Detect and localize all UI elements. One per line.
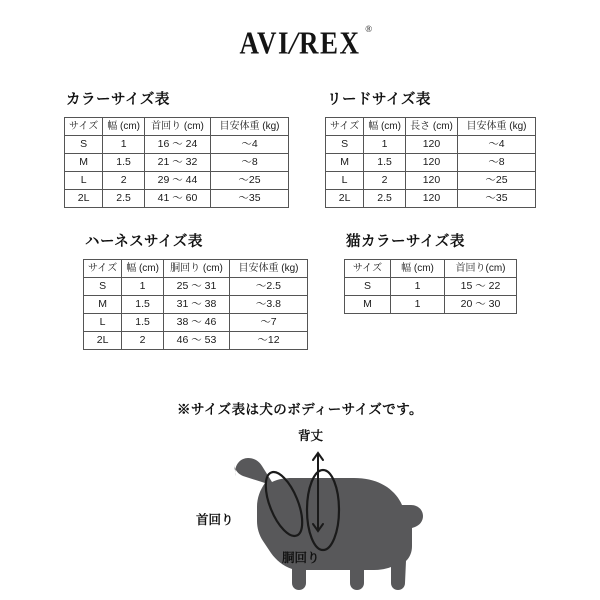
brand-header — [0, 0, 600, 62]
cell-size: L — [326, 172, 364, 190]
th-weight: 目安体重 (kg) — [229, 260, 307, 278]
th-width: 幅 (cm) — [364, 118, 406, 136]
cell-neck: 41 〜 60 — [145, 190, 211, 208]
brand-name-part1: AVI — [239, 25, 290, 61]
lead-size-table — [325, 117, 536, 208]
table-row — [84, 332, 308, 350]
table-row — [84, 278, 308, 296]
th-length: 長さ (cm) — [405, 118, 457, 136]
th-weight: 目安体重 (kg) — [211, 118, 289, 136]
cell-weight: 〜2.5 — [229, 278, 307, 296]
lead-size-table-title: リードサイズ表 — [327, 92, 431, 108]
cell-chest: 31 〜 38 — [163, 296, 229, 314]
th-neck: 首回り (cm) — [145, 118, 211, 136]
cell-neck: 29 〜 44 — [145, 172, 211, 190]
tables-row-bottom — [0, 230, 600, 350]
table-row — [65, 172, 289, 190]
harness-size-table-block — [83, 230, 308, 350]
cell-weight: 〜8 — [211, 154, 289, 172]
cell-size: 2L — [84, 332, 122, 350]
label-back-length: 背丈 — [298, 429, 324, 443]
cell-weight: 〜8 — [457, 154, 535, 172]
cell-width: 2 — [103, 172, 145, 190]
dog-silhouette-icon — [234, 458, 423, 590]
brand-logo — [239, 23, 374, 62]
cell-width: 1.5 — [364, 154, 406, 172]
cell-size: L — [84, 314, 122, 332]
cell-size: M — [65, 154, 103, 172]
dog-diagram-svg — [0, 418, 600, 600]
cell-weight: 〜4 — [211, 136, 289, 154]
cat-collar-size-table-block — [344, 230, 517, 350]
cell-width: 1.5 — [103, 154, 145, 172]
label-chest-girth: 胴回り — [282, 551, 320, 565]
cell-weight: 〜35 — [457, 190, 535, 208]
cell-width: 1.5 — [122, 314, 164, 332]
th-size: サイズ — [84, 260, 122, 278]
cell-width: 2 — [364, 172, 406, 190]
cell-neck: 15 〜 22 — [444, 278, 516, 296]
table-row — [84, 296, 308, 314]
table-header-row — [344, 260, 516, 278]
cell-length: 120 — [405, 172, 457, 190]
collar-size-table — [64, 117, 289, 208]
th-size: サイズ — [65, 118, 103, 136]
cell-weight: 〜4 — [457, 136, 535, 154]
cell-chest: 46 〜 53 — [163, 332, 229, 350]
cell-width: 1 — [390, 278, 444, 296]
collar-size-table-block — [64, 88, 289, 208]
cat-collar-size-table-title: 猫カラーサイズ表 — [345, 234, 465, 250]
brand-name-part2: REX — [299, 25, 361, 61]
cell-weight: 〜7 — [229, 314, 307, 332]
cell-size: S — [326, 136, 364, 154]
th-chest: 胴回り (cm) — [163, 260, 229, 278]
cell-size: M — [344, 296, 390, 314]
table-row — [326, 154, 536, 172]
th-weight: 目安体重 (kg) — [457, 118, 535, 136]
label-neck-girth: 首回り — [196, 513, 234, 527]
table-row — [344, 278, 516, 296]
cell-weight: 〜3.8 — [229, 296, 307, 314]
th-size: サイズ — [326, 118, 364, 136]
table-row — [84, 314, 308, 332]
th-width: 幅 (cm) — [103, 118, 145, 136]
cell-size: M — [84, 296, 122, 314]
cell-size: 2L — [65, 190, 103, 208]
dog-measurement-diagram — [0, 418, 600, 600]
size-note: ※サイズ表は犬のボディーサイズです。 — [177, 402, 423, 417]
th-width: 幅 (cm) — [122, 260, 164, 278]
brand-name-slash: / — [286, 25, 303, 61]
size-tables-area — [0, 88, 600, 350]
table-row — [65, 154, 289, 172]
cell-length: 120 — [405, 190, 457, 208]
cat-collar-size-table — [344, 259, 517, 314]
harness-size-table — [83, 259, 308, 350]
cell-size: S — [344, 278, 390, 296]
table-header-row — [84, 260, 308, 278]
table-header-row — [326, 118, 536, 136]
cell-size: 2L — [326, 190, 364, 208]
cell-weight: 〜25 — [457, 172, 535, 190]
cell-width: 1.5 — [122, 296, 164, 314]
cell-weight: 〜25 — [211, 172, 289, 190]
harness-size-table-title: ハーネスサイズ表 — [85, 234, 203, 250]
cell-neck: 21 〜 32 — [145, 154, 211, 172]
cell-neck: 16 〜 24 — [145, 136, 211, 154]
cell-width: 2 — [122, 332, 164, 350]
table-row — [65, 136, 289, 154]
cell-width: 1 — [122, 278, 164, 296]
th-width: 幅 (cm) — [390, 260, 444, 278]
cell-weight: 〜35 — [211, 190, 289, 208]
tables-row-top — [0, 88, 600, 208]
cell-size: L — [65, 172, 103, 190]
cell-length: 120 — [405, 154, 457, 172]
lead-size-table-block — [325, 88, 536, 208]
cell-width: 1 — [103, 136, 145, 154]
table-row — [326, 172, 536, 190]
cell-size: M — [326, 154, 364, 172]
table-header-row — [65, 118, 289, 136]
cell-width: 1 — [390, 296, 444, 314]
cell-length: 120 — [405, 136, 457, 154]
cell-chest: 38 〜 46 — [163, 314, 229, 332]
th-neck: 首回り(cm) — [444, 260, 516, 278]
collar-size-table-title: カラーサイズ表 — [66, 92, 170, 108]
cell-size: S — [84, 278, 122, 296]
cell-weight: 〜12 — [229, 332, 307, 350]
cell-chest: 25 〜 31 — [163, 278, 229, 296]
cell-neck: 20 〜 30 — [444, 296, 516, 314]
th-size: サイズ — [344, 260, 390, 278]
table-row — [344, 296, 516, 314]
table-row — [65, 190, 289, 208]
cell-width: 2.5 — [364, 190, 406, 208]
cell-size: S — [65, 136, 103, 154]
cell-width: 1 — [364, 136, 406, 154]
table-row — [326, 190, 536, 208]
table-row — [326, 136, 536, 154]
registered-trademark-icon: ® — [365, 23, 374, 34]
cell-width: 2.5 — [103, 190, 145, 208]
